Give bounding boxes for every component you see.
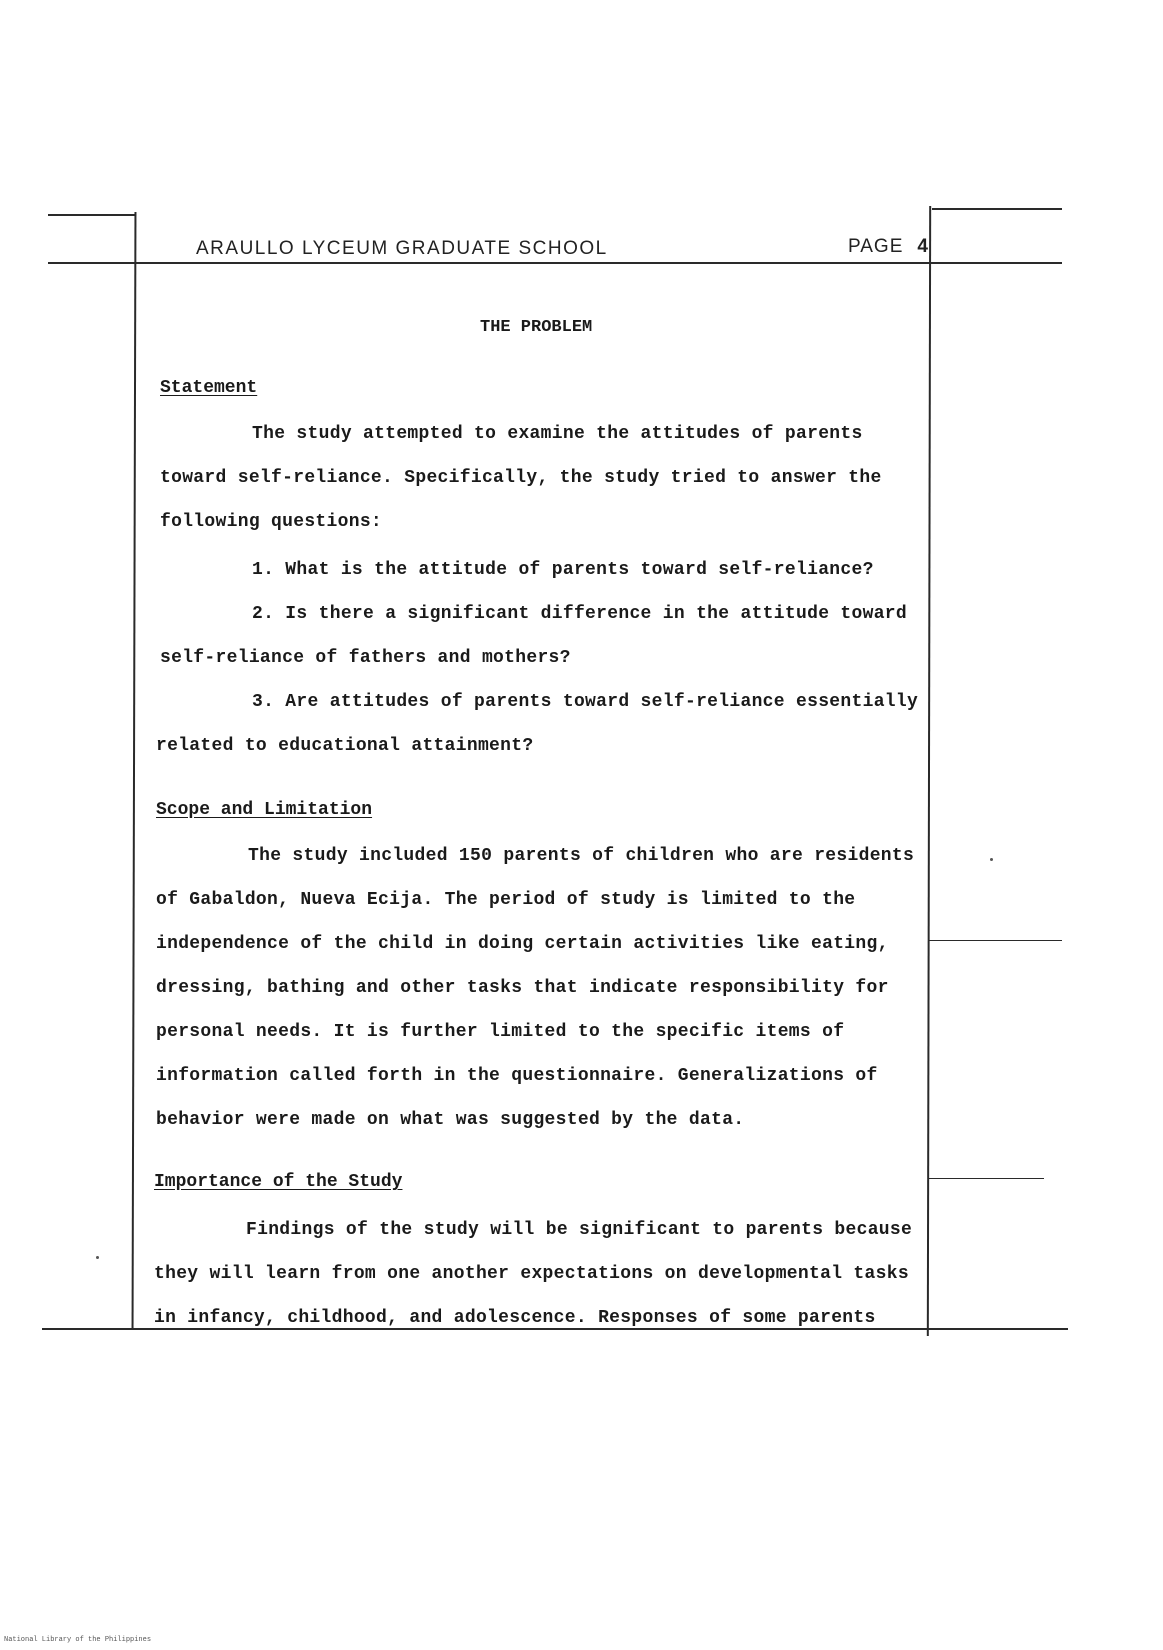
importance-line: they will learn from one another expectations on developmental tasks [154,1264,909,1284]
importance-line: Findings of the study will be significant to parents because [246,1220,913,1240]
scope-heading: Scope and Limitation [156,800,373,820]
importance-heading: Importance of the Study [154,1172,403,1192]
document-title: THE PROBLEM [480,318,593,337]
question-line: 3. Are attitudes of parents toward self-reliance essentially [252,692,919,712]
question-line: 1. What is the attitude of parents toward self-reliance? [252,560,874,580]
question-line: 2. Is there a significant difference in the attitude toward [252,604,908,624]
scope-line: dressing, bathing and other tasks that indicate responsibility for [156,978,889,998]
scope-line: information called forth in the questionnaire. Generalizations of [156,1066,878,1086]
statement-line: The study attempted to examine the attitudes of parents [252,424,863,444]
frame-right-border [927,206,931,1336]
margin-tick-1 [928,940,1062,941]
scope-line: personal needs. It is further limited to the specific items of [156,1022,845,1042]
scan-speck [96,1256,99,1259]
question-line: self-reliance of fathers and mothers? [160,648,571,668]
scope-line: behavior were made on what was suggested by the data. [156,1110,745,1130]
question-line: related to educational attainment? [156,736,534,756]
scope-line: The study included 150 parents of children who are residents [248,846,915,866]
scope-line: of Gabaldon, Nueva Ecija. The period of study is limited to the [156,890,856,910]
margin-tick-2 [928,1178,1044,1179]
header-bottom-rule [48,262,1062,264]
school-name: ARAULLO LYCEUM GRADUATE SCHOOL [196,238,608,259]
frame-left-border [132,212,137,1330]
page-label: PAGE [848,236,904,257]
frame-top-rule-right [932,208,1062,210]
importance-line: in infancy, childhood, and adolescence. Responses of some parents [154,1308,876,1328]
page-number: 4 [917,236,929,257]
statement-heading: Statement [160,378,258,398]
statement-line: following questions: [160,512,383,532]
scope-line: independence of the child in doing certain activities like eating, [156,934,889,954]
page-indicator [848,236,929,258]
frame-top-rule-left [48,214,136,216]
statement-line: toward self-reliance. Specifically, the study tried to answer the [160,468,882,488]
footer-note: National Library of the Philippines [4,1636,152,1644]
scan-speck [990,858,993,861]
frame-bottom-rule [42,1328,1068,1330]
